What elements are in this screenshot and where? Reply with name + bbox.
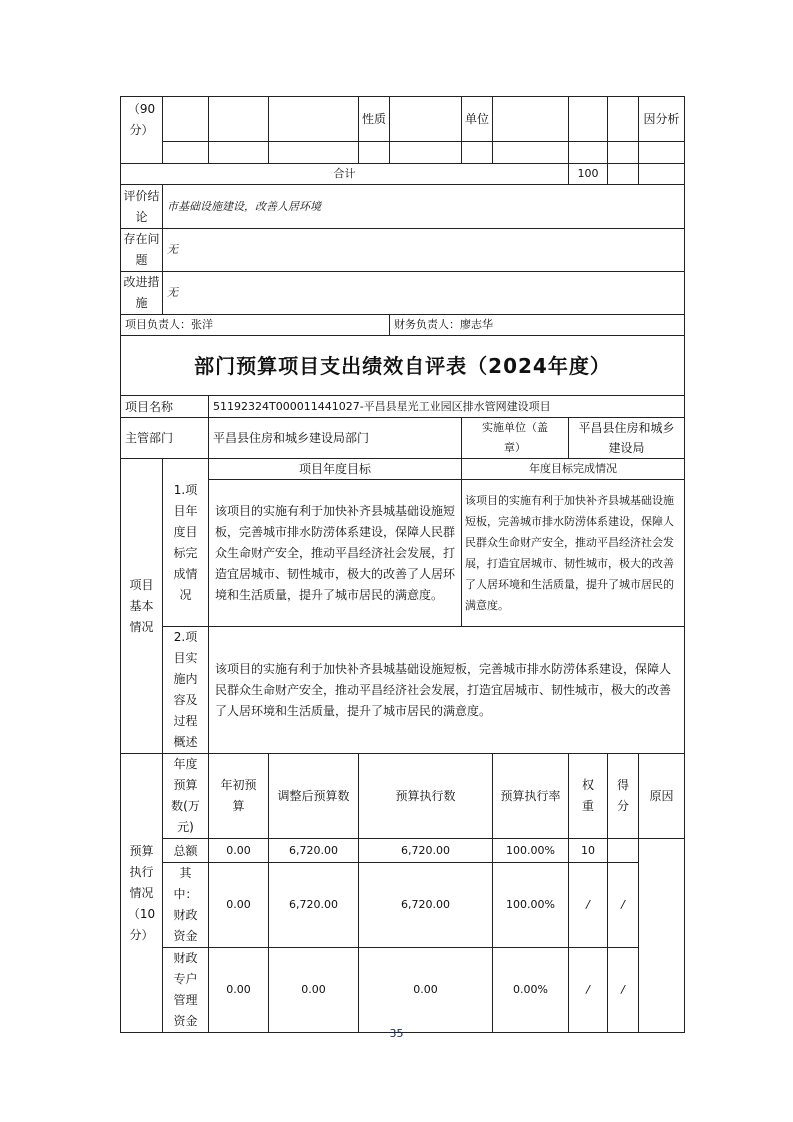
cell-empty (163, 97, 209, 142)
unit-label: 单位 (462, 97, 493, 142)
sub2-label: 2.项目实施内容及过程概述 (163, 627, 209, 754)
adjusted-value: 6,720.00 (269, 863, 359, 948)
rate-header: 预算执行率 (493, 754, 569, 839)
project-name-label: 项目名称 (121, 396, 209, 418)
finance-lead: 财务负责人：廖志华 (390, 315, 685, 336)
cell-empty (462, 142, 493, 164)
goal-text: 该项目的实施有利于加快补齐县城基础设施短板，完善城市排水防涝体系建设，保障人民群众生命财产安全，推动平昌经济社会发展，打造宜居城市、韧性城市，极大的改善了人居环境和生活质量，提升了城市居民的满意度。 (209, 480, 462, 627)
cell-empty (390, 142, 462, 164)
initial-header: 年初预算 (209, 754, 269, 839)
impl-unit-label: 实施单位（盖章） (462, 418, 569, 459)
rate-value: 100.00% (493, 863, 569, 948)
reason-analysis-label: 因分析 (639, 97, 685, 142)
completion-header: 年度目标完成情况 (462, 459, 685, 480)
row-label: 其中：财政资金 (163, 863, 209, 948)
cell-empty (209, 97, 269, 142)
initial-value: 0.00 (209, 839, 269, 863)
cell-empty (608, 97, 639, 142)
cell-empty (639, 142, 685, 164)
conclusion-label: 评价结论 (121, 185, 163, 229)
cell-empty (608, 142, 639, 164)
total-label: 合计 (121, 164, 569, 185)
reason-header: 原因 (639, 754, 685, 839)
cell-empty (269, 97, 359, 142)
project-lead: 项目负责人：张洋 (121, 315, 390, 336)
score-value: / (608, 863, 639, 948)
problems-text: 无 (163, 229, 685, 272)
adjusted-value: 6,720.00 (269, 839, 359, 863)
process-text: 该项目的实施有利于加快补齐县城基础设施短板，完善城市排水防涝体系建设，保障人民群众生命财产安全，推动平昌经济社会发展，打造宜居城市、韧性城市，极大的改善了人居环境和生活质量，提升了城市居民的满意度。 (209, 627, 685, 754)
score-label: （90分） (121, 97, 163, 164)
improvements-text: 无 (163, 272, 685, 315)
weight-value: / (569, 948, 608, 1033)
form-title: 部门预算项目支出绩效自评表（2024年度） (121, 336, 685, 396)
budget-section-label: 预算执行情况（10分） (121, 754, 163, 1033)
initial-value: 0.00 (209, 863, 269, 948)
budget-row (121, 839, 685, 863)
budget-row (121, 948, 685, 1033)
executed-value: 0.00 (359, 948, 493, 1033)
basic-info-label: 项目基本情况 (121, 459, 163, 754)
conclusion-text: 市基础设施建设，改善人居环境 (163, 185, 685, 229)
executed-value: 6,720.00 (359, 863, 493, 948)
rate-value: 100.00% (493, 839, 569, 863)
reason-value (639, 839, 685, 1033)
cell-empty (569, 97, 608, 142)
rate-value: 0.00% (493, 948, 569, 1033)
initial-value: 0.00 (209, 948, 269, 1033)
goal-header: 项目年度目标 (209, 459, 462, 480)
problems-label: 存在问题 (121, 229, 163, 272)
score-value: / (608, 948, 639, 1033)
cell-empty (569, 142, 608, 164)
budget-row (121, 863, 685, 948)
cell-empty (269, 142, 359, 164)
page-number: 35 (389, 1027, 404, 1040)
score-value (608, 839, 639, 863)
row-label: 总额 (163, 839, 209, 863)
cell-empty (608, 164, 639, 185)
dept-label: 主管部门 (121, 418, 209, 459)
adjusted-value: 0.00 (269, 948, 359, 1033)
cell-empty (639, 164, 685, 185)
impl-unit-value: 平昌县住房和城乡建设局 (569, 418, 685, 459)
score-header: 得分 (608, 754, 639, 839)
weight-value: / (569, 863, 608, 948)
project-name-value: 51192324T000011441027-平昌县星光工业园区排水管网建设项目 (209, 396, 685, 418)
total-weight: 100 (569, 164, 608, 185)
row-label: 财政专户管理资金 (163, 948, 209, 1033)
cell-empty (209, 142, 269, 164)
annual-budget-header: 年度预算数(万元) (163, 754, 209, 839)
performance-table (120, 96, 685, 1033)
cell-empty (493, 97, 569, 142)
improvements-label: 改进措施 (121, 272, 163, 315)
cell-empty (390, 97, 462, 142)
sub1-label: 1.项目年度目标完成情况 (163, 459, 209, 627)
weight-value: 10 (569, 839, 608, 863)
adjusted-header: 调整后预算数 (269, 754, 359, 839)
nature-label: 性质 (359, 97, 390, 142)
cell-empty (493, 142, 569, 164)
dept-value: 平昌县住房和城乡建设局部门 (209, 418, 462, 459)
executed-value: 6,720.00 (359, 839, 493, 863)
executed-header: 预算执行数 (359, 754, 493, 839)
weight-header: 权重 (569, 754, 608, 839)
cell-empty (163, 142, 209, 164)
cell-empty (359, 142, 390, 164)
completion-text: 该项目的实施有利于加快补齐县城基础设施短板，完善城市排水防涝体系建设，保障人民群众生命财产安全，推动平昌经济社会发展，打造宜居城市、韧性城市，极大的改善了人居环境和生活质量，提升了城市居民的满意度。 (462, 480, 685, 627)
